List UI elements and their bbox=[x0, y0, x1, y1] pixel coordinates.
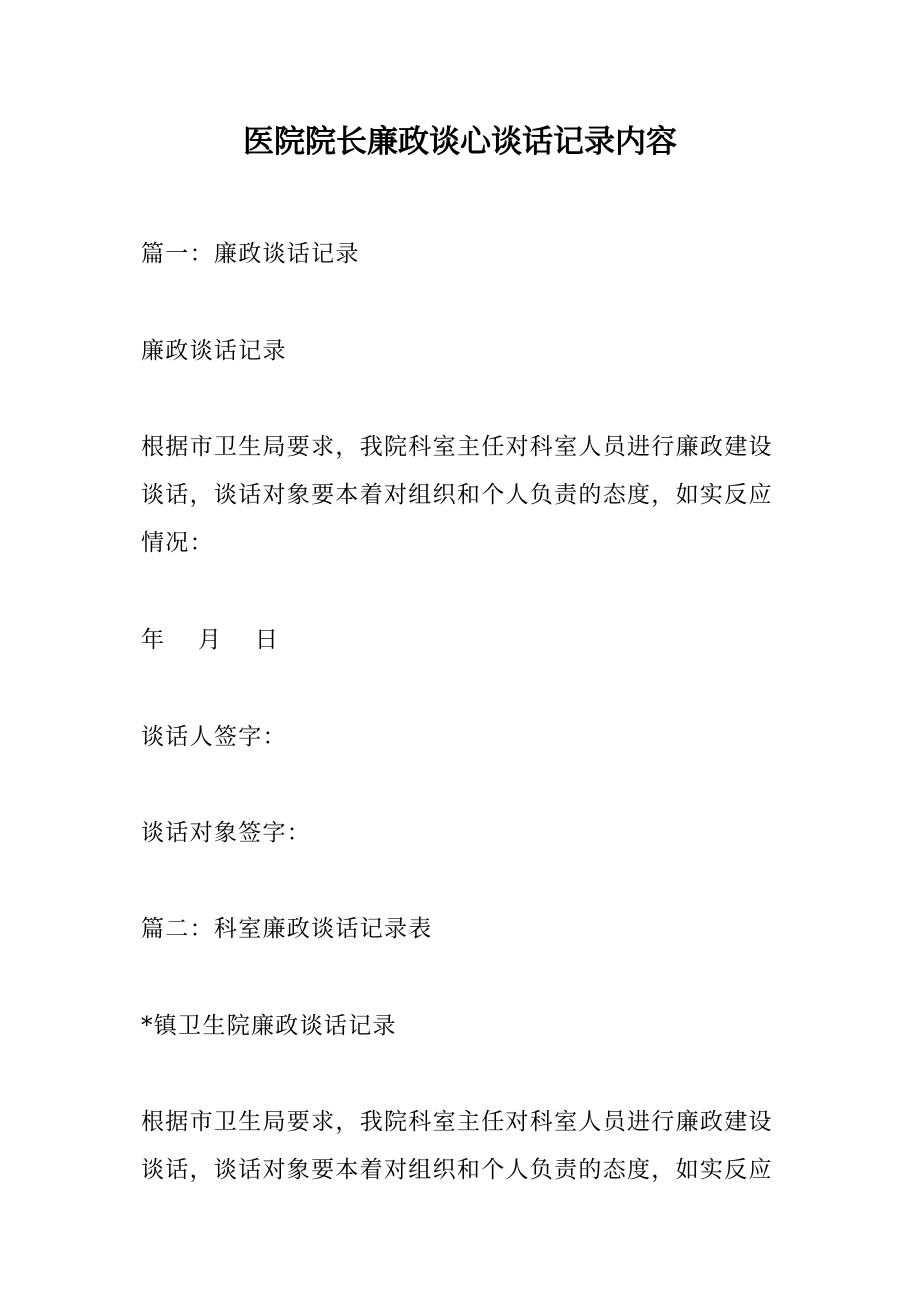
section1-body-line: 根据市卫生局要求，我院科室主任对科室人员进行廉政建设 bbox=[141, 434, 773, 460]
section1-body-line: 谈话，谈话对象要本着对组织和个人负责的态度，如实反应 bbox=[141, 482, 773, 508]
section1-body-line: 情况： bbox=[141, 530, 214, 556]
date-line bbox=[141, 616, 781, 664]
document-title: 医院院长廉政谈心谈话记录内容 bbox=[243, 124, 677, 160]
date-month-label: 月 bbox=[197, 627, 223, 653]
section2-heading: 篇二：科室廉政谈话记录表 bbox=[141, 916, 433, 942]
section2-body bbox=[141, 1098, 781, 1194]
section1-body bbox=[141, 423, 781, 567]
section2-subheading: *镇卫生院廉政谈话记录 bbox=[141, 1013, 397, 1039]
section2-body-line: 谈话，谈话对象要本着对组织和个人负责的态度，如实反应 bbox=[141, 1157, 773, 1183]
interviewer-signature-label: 谈话人签字： bbox=[141, 724, 287, 750]
interviewee-signature-label: 谈话对象签字： bbox=[141, 820, 312, 846]
date-year-label: 年 bbox=[141, 627, 166, 653]
date-day-label: 日 bbox=[254, 627, 280, 653]
section1-heading: 篇一：廉政谈话记录 bbox=[141, 241, 360, 267]
section1-subheading: 廉政谈话记录 bbox=[141, 338, 287, 364]
section2-body-line: 根据市卫生局要求，我院科室主任对科室人员进行廉政建设 bbox=[141, 1109, 773, 1135]
